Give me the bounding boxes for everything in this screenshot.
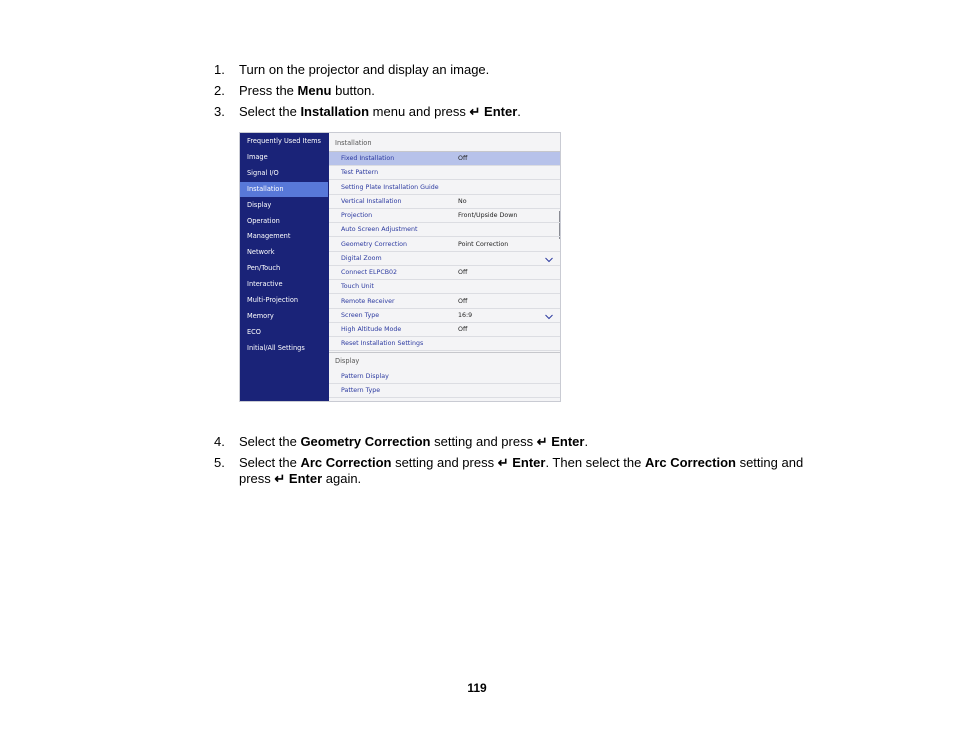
sidebar-item-eco[interactable]: ECO [247, 327, 261, 336]
menu-row-label: Pattern Type [341, 386, 381, 394]
menu-row-label: Connect ELPCB02 [341, 269, 398, 276]
step-body [239, 455, 803, 471]
step-text: Turn on the projector and display an image. [239, 62, 490, 77]
step-bold-text: ↵ Enter [497, 455, 546, 470]
menu-row[interactable] [329, 384, 561, 398]
menu-row-label: Auto Screen Adjustment [341, 226, 418, 234]
menu-row-label: Setting Plate Installation Guide [341, 183, 439, 191]
step-bold-text: ↵ Enter [274, 471, 323, 486]
step-body [239, 104, 521, 120]
menu-row-value: Off [458, 269, 468, 276]
menu-row[interactable] [329, 266, 561, 280]
menu-row[interactable] [329, 280, 561, 294]
sidebar-item-display[interactable]: Display [247, 200, 272, 209]
menu-row[interactable] [329, 152, 561, 166]
chevron-down-icon[interactable] [545, 312, 553, 318]
step-body [239, 434, 588, 450]
step-bold-text: Arc Correction [644, 455, 736, 470]
section-title-installation: Installation [335, 139, 372, 147]
menu-row[interactable] [329, 209, 561, 223]
step-text: Select the [239, 434, 301, 449]
step-text: . Then select the [545, 455, 645, 470]
step-text: . [517, 104, 521, 119]
menu-row-label: Pattern Display [341, 372, 389, 380]
sidebar-item-frequently-used-items[interactable]: Frequently Used Items [247, 137, 321, 145]
menu-row-label: Touch Unit [341, 283, 374, 291]
step-bold-text: Geometry Correction [300, 434, 431, 449]
menu-row-value: No [458, 197, 467, 205]
menu-row-value: Off [458, 297, 468, 305]
step-text: menu and press [369, 104, 470, 119]
sidebar-item-multi-projection[interactable]: Multi-Projection [247, 296, 299, 304]
step-text: Select the [239, 104, 301, 119]
step-bold-text: Menu [297, 83, 332, 98]
menu-row-value: Front/Upside Down [458, 212, 518, 219]
step-text: again. [322, 471, 362, 486]
step-number: 3. [214, 104, 225, 119]
menu-row[interactable] [329, 370, 561, 384]
step-body [239, 62, 489, 78]
step-body-continued [239, 471, 361, 487]
menu-row-value: Off [458, 155, 468, 162]
step-text: . [584, 434, 589, 449]
menu-row[interactable] [329, 337, 561, 351]
page-number: 119 [467, 681, 487, 695]
menu-row-value: Off [458, 326, 468, 333]
menu-row-label: Geometry Correction [341, 240, 407, 248]
menu-row[interactable] [329, 195, 561, 209]
step-number: 1. [214, 62, 225, 77]
menu-row-label: Reset Installation Settings [341, 340, 424, 348]
step-number: 4. [214, 434, 225, 449]
projector-menu-screenshot [239, 132, 561, 402]
step-text: press [239, 471, 275, 486]
menu-row[interactable] [329, 252, 561, 266]
sidebar-item-management[interactable]: Management [247, 232, 291, 241]
sidebar-item-memory[interactable]: Memory [247, 311, 274, 320]
sidebar-item-interactive[interactable]: Interactive [247, 280, 283, 289]
menu-row[interactable] [329, 166, 561, 180]
sidebar-item-installation[interactable]: Installation [240, 182, 328, 197]
menu-row[interactable] [329, 309, 561, 323]
menu-panel [329, 133, 561, 402]
menu-row[interactable] [329, 181, 561, 195]
chevron-down-icon[interactable] [545, 255, 553, 261]
menu-row-label: Projection [341, 212, 373, 219]
step-bold-text: ↵ Enter [536, 434, 585, 449]
menu-sidebar [240, 133, 329, 402]
step-body [239, 83, 375, 99]
menu-row-value: 16:9 [458, 311, 473, 319]
sidebar-item-operation[interactable]: Operation [247, 216, 280, 225]
sidebar-item-image[interactable]: Image [247, 152, 268, 161]
menu-row-label: Vertical Installation [341, 197, 402, 205]
menu-row-label: Fixed Installation [341, 155, 395, 162]
menu-row[interactable] [329, 223, 561, 237]
sidebar-item-network[interactable]: Network [247, 248, 275, 257]
sidebar-item-initial-all-settings[interactable]: Initial/All Settings [247, 343, 305, 352]
menu-row-label: Screen Type [341, 311, 380, 319]
step-text: setting and [735, 455, 804, 470]
step-bold-text: Arc Correction [300, 455, 392, 470]
step-bold-text: Installation [300, 104, 370, 119]
sidebar-item-signal-i-o[interactable]: Signal I/O [247, 168, 279, 177]
step-text: setting and press [391, 455, 498, 470]
step-bold-text: ↵ Enter [469, 104, 518, 119]
menu-row-label: High Altitude Mode [341, 326, 402, 333]
menu-row[interactable] [329, 295, 561, 309]
menu-row-label: Digital Zoom [341, 254, 382, 262]
step-text: Press the [239, 83, 298, 98]
menu-row[interactable] [329, 238, 561, 252]
menu-row[interactable] [329, 323, 561, 337]
step-text: Select the [239, 455, 301, 470]
step-number: 5. [214, 455, 225, 470]
step-text: button. [331, 83, 375, 98]
menu-row-value: Point Correction [458, 240, 509, 248]
menu-row-label: Remote Receiver [341, 297, 395, 305]
section-title-display: Display [335, 356, 360, 365]
step-text: setting and press [430, 434, 537, 449]
menu-row-label: Test Pattern [341, 169, 379, 177]
step-number: 2. [214, 83, 225, 98]
sidebar-item-pen-touch[interactable]: Pen/Touch [247, 264, 281, 273]
